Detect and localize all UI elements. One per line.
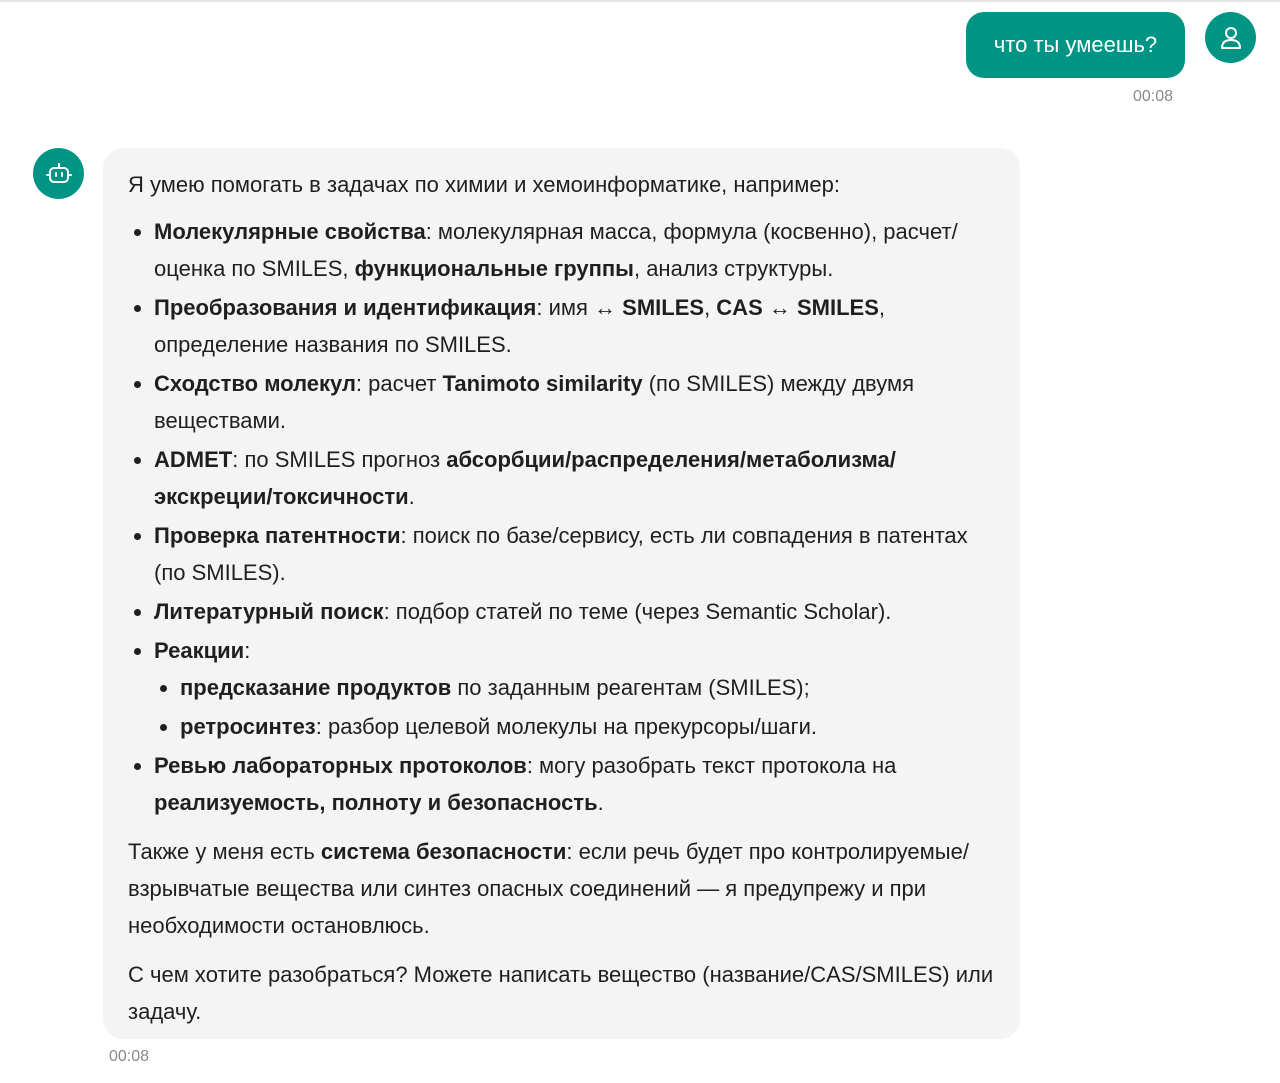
user-icon	[1220, 26, 1242, 50]
list-item: • Ревью лабораторных протоколов: могу разобрать текст протокола на реализуемость, полноту и безопасность.	[154, 747, 996, 821]
user-message-text: что ты умеешь?	[993, 32, 1158, 57]
bot-message-timestamp: 00:08	[109, 1048, 150, 1065]
user-message-bubble	[966, 12, 1185, 78]
sub-list-item: • предсказание продуктов по заданным реагентам (SMILES);	[180, 669, 996, 706]
list-item: • Литературный поиск: подбор статей по теме (через Semantic Scholar).	[154, 593, 996, 630]
list-item: • Реакции: • предсказание продуктов по заданным реагентам (SMILES); • ретросинтез: разбор целевой молекулы на прекурсоры/шаги.	[154, 632, 996, 745]
capabilities-list	[128, 213, 996, 821]
user-avatar	[1205, 12, 1256, 63]
user-message-timestamp: 00:08	[1133, 88, 1174, 105]
sub-list-item: • ретросинтез: разбор целевой молекулы на прекурсоры/шаги.	[180, 708, 996, 745]
list-item: • Сходство молекул: расчет Tanimoto similarity (по SMILES) между двумя веществами.	[154, 365, 996, 439]
list-item: • Молекулярные свойства: молекулярная масса, формула (косвенно), расчет/оценка по SMILES, функциональные группы, анализ структуры.	[154, 213, 996, 287]
robot-icon	[46, 162, 72, 186]
bot-intro-text: Я умею помогать в задачах по химии и хемоинформатике, например:	[128, 172, 840, 197]
reactions-sublist	[154, 669, 996, 745]
safety-note: Также у меня есть система безопасности: если речь будет про контролируемые/взрывчатые вещества или синтез опасных соединений — я предупрежу и при необходимости остановлюсь.	[128, 839, 969, 938]
top-divider	[0, 0, 1280, 2]
bot-avatar	[33, 148, 84, 199]
closing-question: С чем хотите разобраться? Можете написать вещество (название/CAS/SMILES) или задачу.	[128, 962, 994, 1024]
list-item: • ADMET: по SMILES прогноз абсорбции/распределения/метаболизма/экскреции/токсичности.	[154, 441, 996, 515]
bot-message-bubble	[103, 148, 1020, 1039]
list-item: • Преобразования и идентификация: имя ↔ SMILES, CAS ↔ SMILES, определение названия по SMILES.	[154, 289, 996, 363]
list-item: • Проверка патентности: поиск по базе/сервису, есть ли совпадения в патентах (по SMILES).	[154, 517, 996, 591]
